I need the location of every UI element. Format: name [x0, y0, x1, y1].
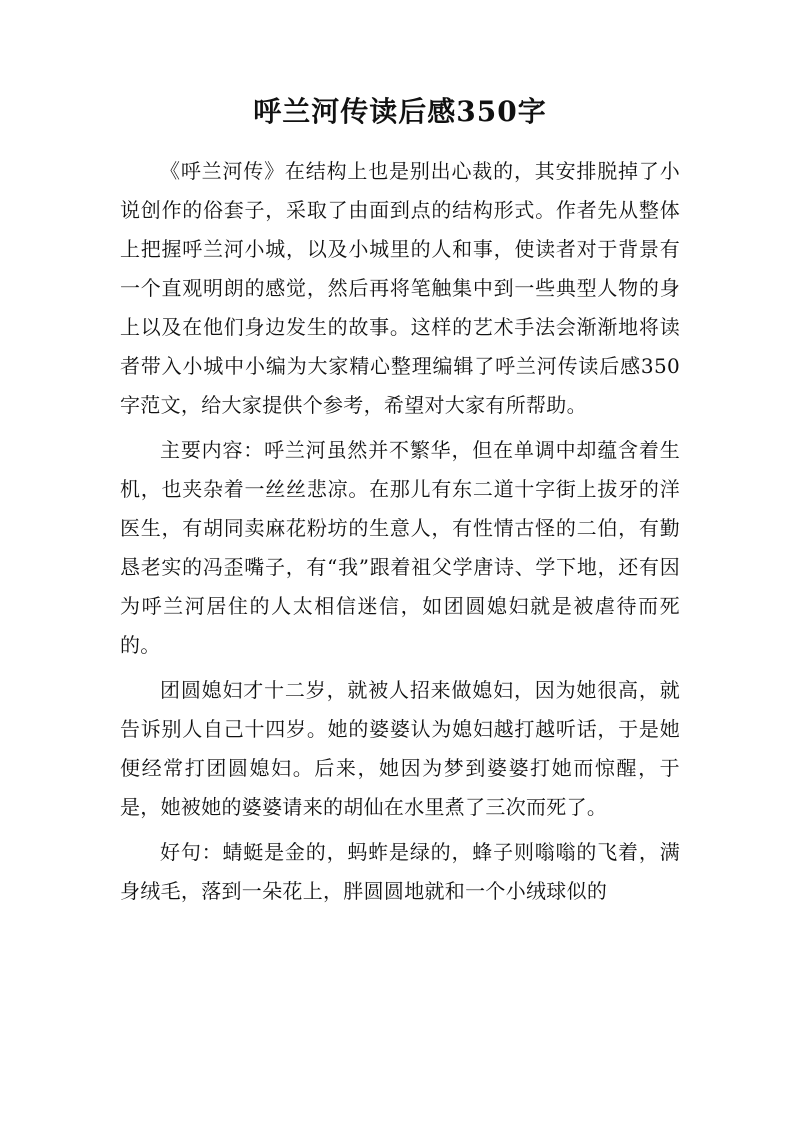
paragraph-intro: 《呼兰河传》在结构上也是别出心裁的，其安排脱掉了小说创作的俗套子，采取了由面到点的结构形式。作者先从整体上把握呼兰河小城，以及小城里的人和事，使读者对于背景有一个直观明朗的感觉，然后再将笔触集中到一些典型人物的身上以及在他们身边发生的故事。这样的艺术手法会渐渐地将读者带入小城中小编为大家精心整理编辑了呼兰河传读后感350字范文，给大家提供个参考，希望对大家有所帮助。 [120, 159, 680, 417]
paragraph-main-content: 主要内容：呼兰河虽然并不繁华，但在单调中却蕴含着生机，也夹杂着一丝丝悲凉。在那儿有东二道十字街上拔牙的洋医生，有胡同卖麻花粉坊的生意人，有性情古怪的二伯，有勤恳老实的冯歪嘴子，有“我”跟着祖父学唐诗、学下地，还有因为呼兰河居住的人太相信迷信，如团圆媳妇就是被虐待而死的。 [120, 438, 680, 657]
paragraph-tuanyuan-story: 团圆媳妇才十二岁，就被人招来做媳妇，因为她很高，就告诉别人自己十四岁。她的婆婆认为媳妇越打越听话，于是她便经常打团圆媳妇。后来，她因为梦到婆婆打她而惊醒，于是，她被她的婆婆请来的胡仙在水里煮了三次而死了。 [120, 678, 680, 819]
document-title: 呼兰河传读后感350字 [253, 95, 547, 128]
document-body [120, 152, 680, 917]
paragraph-good-sentences: 好句：蜻蜓是金的，蚂蚱是绿的，蜂子则嗡嗡的飞着，满身绒毛，落到一朵花上，胖圆圆地就和一个小绒球似的 [120, 840, 680, 903]
